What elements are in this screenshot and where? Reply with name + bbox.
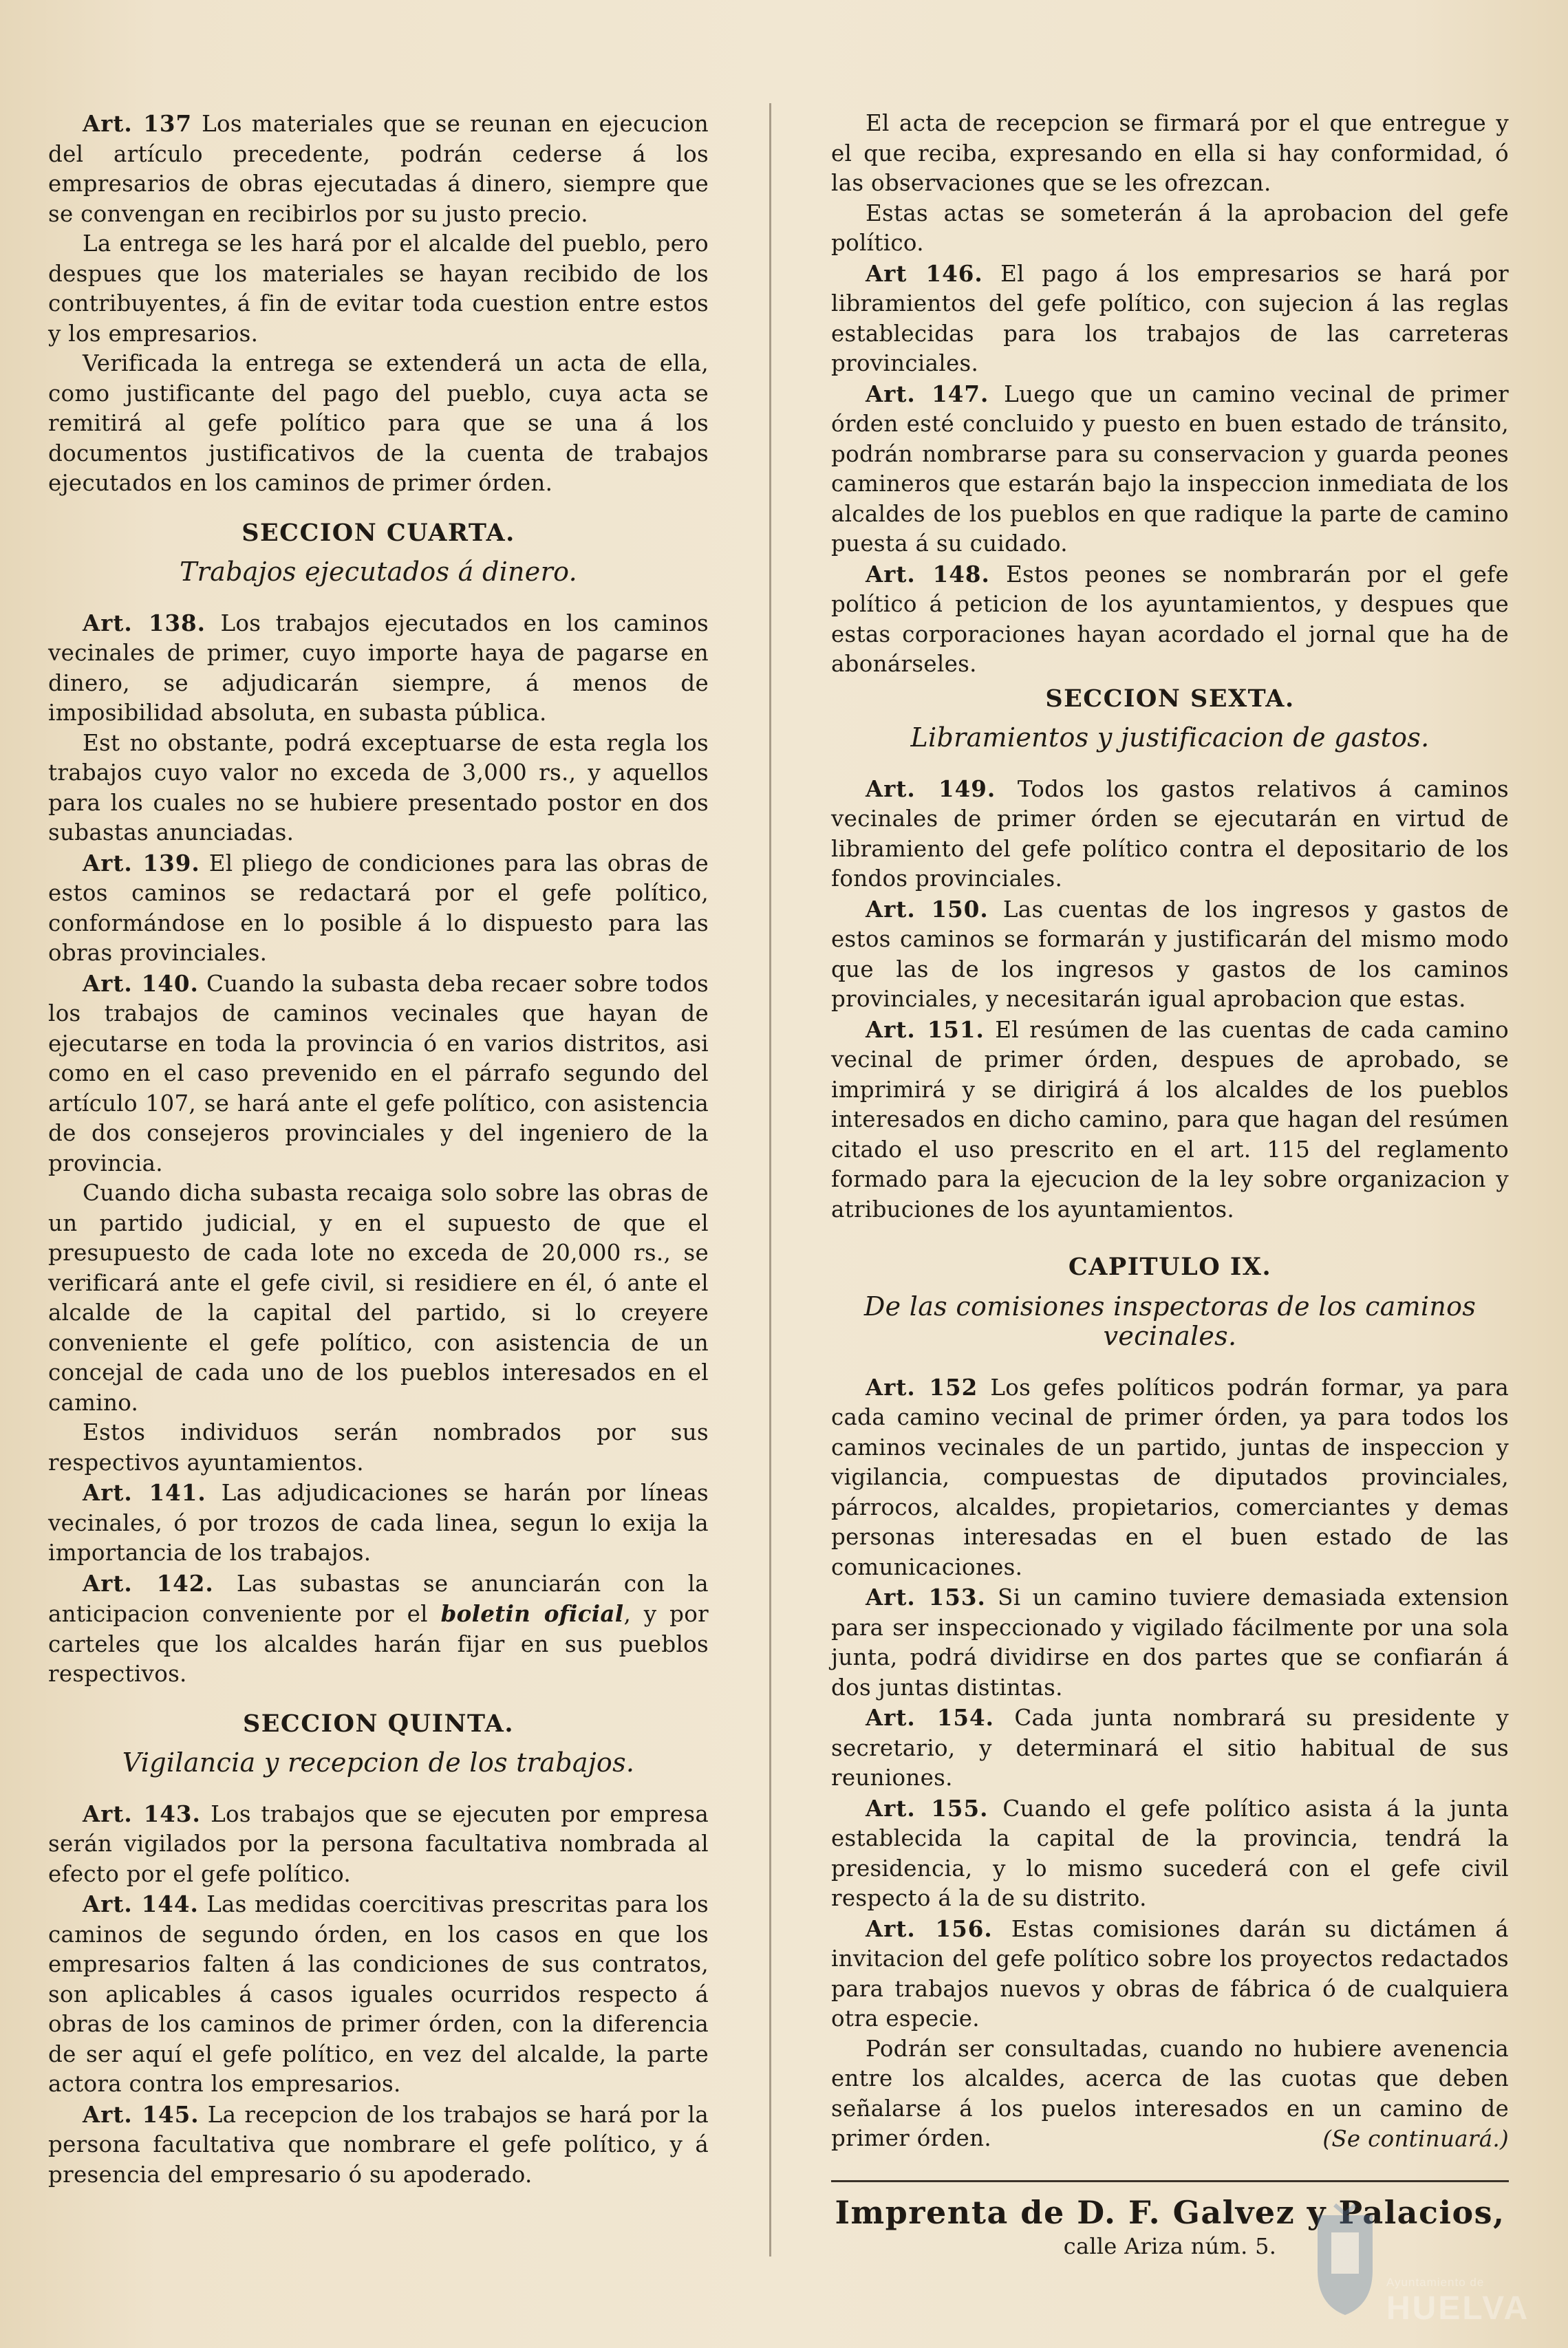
article-text: Estos individuos serán nombrados por sus respectivos ayuntamientos. [48, 1419, 709, 1476]
article-paragraph [831, 1794, 1509, 1914]
article-paragraph [831, 1372, 1509, 1583]
column-divider [769, 103, 771, 2257]
article-paragraph [831, 1703, 1509, 1794]
article-paragraph [48, 1418, 709, 1478]
right-column [831, 109, 1509, 2262]
article-paragraph [831, 1914, 1509, 2034]
article-text: El pliego de condiciones para las obras de estos caminos se redactará por el gefe político, conformándose en lo posible á lo dispuesto para las obras provinciales. [48, 850, 709, 966]
article-text: La recepcion de los trabajos se hará por la persona facultativa que nombrare el gefe político, y á presencia del empresario ó su apoderado. [48, 2101, 709, 2188]
coat-of-arms-icon [1311, 2201, 1379, 2318]
article-number: Art. 139. [83, 849, 200, 876]
article-text: Los gefes políticos podrán formar, ya para cada camino vecinal de primer órden, ya para todos los caminos vecinales de un partido, juntas de inspeccion y vigilancia, compuestas de diputados provinciales, párrocos, alcaldes, propietarios, comerciantes y demas personas interesadas en el buen estado de las comunicaciones. [831, 1374, 1509, 1580]
article-number: Art. 148. [866, 560, 990, 588]
printer-address: calle Ariza núm. 5. [1063, 2233, 1277, 2259]
article-number: Art. 144. [83, 1891, 199, 1917]
article-paragraph [831, 894, 1509, 1015]
article-number: Art. 152 [866, 1373, 978, 1401]
article-text: Las adjudicaciones se harán por líneas vecinales, ó por trozos de cada linea, segun lo exija la importancia de los trabajos. [48, 1480, 709, 1566]
article-paragraph [831, 774, 1509, 894]
article-number: Art. 138. [83, 609, 206, 636]
article-paragraph [831, 199, 1509, 259]
section-quinta-subtitle: Vigilancia y recepcion de los trabajos. [122, 1747, 635, 1778]
article-text: Est no obstante, podrá exceptuarse de esta regla los trabajos cuyo valor no exceda de 3,000 rs., y aquellos para los cuales no se hubiere presentado postor en dos subastas anunciadas. [48, 729, 709, 846]
article-italic: boletin oficial [440, 1600, 624, 1627]
article-number: Art. 137 [83, 110, 193, 137]
article-paragraph [48, 1178, 709, 1418]
article-number: Art. 153. [866, 1584, 986, 1611]
article-paragraph [831, 379, 1509, 559]
article-number: Art. 155. [866, 1794, 989, 1822]
article-paragraph [48, 109, 709, 229]
article-number: Art. 140. [83, 969, 199, 997]
article-paragraph [831, 109, 1509, 199]
article-text: Estos peones se nombrarán por el gefe político á peticion de los ayuntamientos, y despues que estas corporaciones hayan acordado el jornal que ha de abonárseles. [831, 561, 1509, 677]
article-paragraph [48, 969, 709, 1179]
article-text: Podrán ser consultadas, cuando no hubiere avenencia entre los alcaldes, acerca de las cuotas que deben señalarse á los puelos interesados en un camino de primer órden. [831, 2035, 1509, 2151]
article-paragraph [48, 1889, 709, 2100]
article-paragraph [831, 1582, 1509, 1703]
article-text: Los trabajos que se ejecuten por empresa serán vigilados por la persona facultativa nombrada al efecto por el gefe político. [48, 1800, 709, 1887]
article-text: Luego que un camino vecinal de primer órden esté concluido y puesto en buen estado de tránsito, podrán nombrarse para su conservacion y guarda peones camineros que estarán bajo la inspeccion inmediata de los alcaldes de los pueblos en que radique la parte de camino puesta á su cuidado. [831, 380, 1509, 557]
section-cuarta-subtitle: Trabajos ejecutados á dinero. [180, 557, 577, 587]
article-text: El resúmen de las cuentas de cada camino vecinal de primer órden, despues de aprobado, se imprimirá y se dirigirá á los alcaldes de los pueblos interesados en dicho camino, para que hagan del resúmen citado el uso prescrito en el art. 115 del reglamento formado para la ejecucion de la ley sobre organizacion y atribuciones de los ayuntamientos. [831, 1016, 1509, 1223]
left-paragraphs-c [48, 1799, 709, 2190]
article-number: Art. 151. [866, 1015, 985, 1043]
watermark [1311, 2201, 1545, 2332]
section-sexta-title: SECCION SEXTA. [1045, 684, 1295, 713]
article-text: Los trabajos ejecutados en los caminos vecinales de primer, cuyo importe haya de pagarse en dinero, se adjudicarán siempre, á menos de imposibilidad absoluta, en subasta pública. [48, 610, 709, 726]
article-text: El pago á los empresarios se hará por libramientos del gefe político, con sujecion á las reglas establecidas para los trabajos de las carreteras provinciales. [831, 260, 1509, 376]
article-text: Todos los gastos relativos á caminos vecinales de primer órden se ejecutarán en virtud de libramiento del gefe político contra el depositario de los fondos provinciales. [831, 775, 1509, 892]
article-text: Cada junta nombrará su presidente y secretario, y determinará el sitio habitual de sus reuniones. [831, 1705, 1509, 1791]
right-paragraphs-b [831, 774, 1509, 1225]
article-text: Estas actas se someterán á la aprobacion del gefe político. [831, 200, 1509, 256]
article-number: Art. 149. [866, 775, 996, 802]
left-column [48, 109, 709, 2190]
article-text: El acta de recepcion se firmará por el que entregue y el que reciba, expresando en ella si hay conformidad, ó las observaciones que se les ofrezcan. [831, 110, 1509, 196]
article-text: Verificada la entrega se extenderá un acta de ella, como justificante del pago del pueblo, cuya acta se remitirá al gefe político para que se una á los documentos justificativos de la cuenta de trabajos ejecutados en los caminos de primer órden. [48, 350, 709, 496]
printer-name: Imprenta de D. F. Galvez y Palacios, [835, 2194, 1505, 2231]
article-number: Art. 156. [866, 1915, 993, 1942]
article-paragraph [831, 259, 1509, 379]
article-paragraph [48, 848, 709, 969]
article-paragraph [48, 2100, 709, 2190]
article-number: Art. 143. [83, 1800, 201, 1827]
article-142 [48, 1569, 709, 1690]
section-cuarta-title: SECCION CUARTA. [241, 518, 515, 547]
article-text: La entrega se les hará por el alcalde del pueblo, pero despues que los materiales se hayan recibido de los contribuyentes, á fin de evitar toda cuestion entre estos y los empresarios. [48, 230, 709, 347]
article-paragraph [48, 729, 709, 848]
article-text: Cuando dicha subasta recaiga solo sobre las obras de un partido judicial, y en el supuesto de que el presupuesto de cada lote no exceda de 20,000 rs., se verificará ante el gefe civil, si residiere en él, ó ante el alcalde de la capital del partido, si lo creyere conveniente el gefe político, con asistencia de un concejal de cada uno de los pueblos interesados en el camino. [48, 1180, 709, 1416]
watermark-line2: HUELVA [1386, 2290, 1530, 2327]
article-number: Art. 142. [83, 1569, 214, 1597]
chapter-title: CAPITULO IX. [1068, 1253, 1272, 1281]
left-paragraphs-b [48, 608, 709, 1569]
article-text: Estas comisiones darán su dictámen á invitacion del gefe político sobre los proyectos redactados para trabajos nuevos y obras de fábrica ó de cualquiera otra especie. [831, 1915, 1509, 2032]
watermark-line1: Ayuntamiento de [1386, 2276, 1485, 2289]
chapter-subtitle: De las comisiones inspectoras de los caminos vecinales. [863, 1291, 1476, 1351]
article-paragraph [48, 1478, 709, 1569]
section-quinta-title: SECCION QUINTA. [242, 1709, 515, 1738]
article-text: Los materiales que se reunan en ejecucion del artículo precedente, podrán cederse á los empresarios de obras ejecutadas á dinero, siempre que se convengan en recibirlos por su justo precio. [48, 111, 709, 227]
footer-rule [831, 2180, 1509, 2182]
article-paragraph [48, 1799, 709, 1890]
article-paragraph [831, 559, 1509, 680]
section-sexta-subtitle: Libramientos y justificacion de gastos. [910, 722, 1430, 753]
article-text: , y por carteles que los alcaldes harán fijar en sus pueblos respectivos. [48, 1601, 709, 1687]
article-number: Art. 141. [83, 1479, 206, 1506]
article-text: Si un camino tuviere demasiada extension para ser inspeccionado y vigilado fácilmente por una sola junta, podrá dividirse en dos partes que se confiarán á dos juntas distintas. [831, 1584, 1509, 1701]
article-number: Art 146. [866, 259, 983, 287]
article-text: Cuando el gefe político asista á la junta establecida la capital de la provincia, tendrá la presidencia, y lo mismo sucederá con el gefe civil respecto á la de su distrito. [831, 1795, 1510, 1911]
article-text: Las medidas coercitivas prescritas para los caminos de segundo órden, en los casos en que los empresarios falten á las condiciones de sus contratos, son aplicables á casos iguales ocurridos respecto á obras de los caminos de primer órden, con la diferencia de ser aquí el gefe político, en vez del alcalde, la parte actora contra los empresarios. [48, 1891, 709, 2097]
article-number: Art. 154. [866, 1704, 994, 1731]
article-paragraph [831, 1015, 1509, 1225]
article-paragraph [48, 349, 709, 499]
right-paragraphs-a [831, 109, 1509, 680]
article-text: Cuando la subasta deba recaer sobre todos los trabajos de caminos vecinales que hayan de ejecutarse en toda la provincia ó en varios distritos, asi como en el caso prevenido en el párrafo segundo del artículo 107, se hará ante el gefe político, con asistencia de dos consejeros provinciales y del ingeniero de la provincia. [48, 970, 709, 1176]
article-paragraph [48, 229, 709, 349]
left-paragraphs-a [48, 109, 709, 499]
article-number: Art. 147. [866, 380, 989, 407]
article-text: Las cuentas de los ingresos y gastos de estos caminos se formarán y justificarán del mismo modo que las de los ingresos y gastos de los caminos provinciales, y necesitarán igual aprobacion que estas. [831, 896, 1509, 1012]
continued-note: (Se continuará.) [1322, 2125, 1509, 2152]
article-number: Art. 150. [866, 895, 989, 923]
article-text: Las subastas se anunciarán con la anticipacion conveniente por el [48, 1570, 709, 1627]
article-paragraph [48, 608, 709, 729]
article-number: Art. 145. [83, 2100, 200, 2128]
right-paragraphs-c [831, 1372, 1509, 2154]
